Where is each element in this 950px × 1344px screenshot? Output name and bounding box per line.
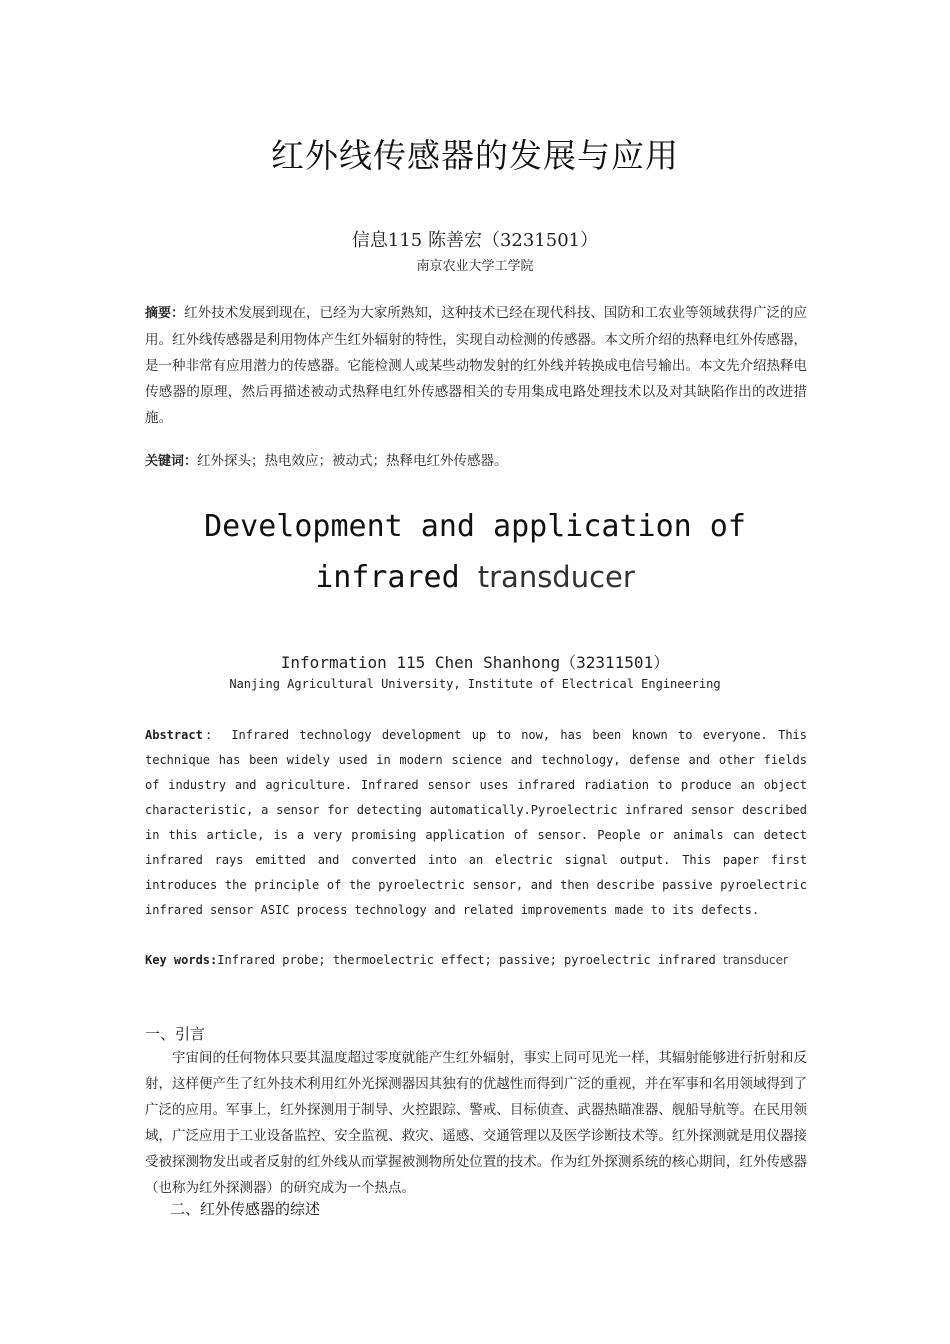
chinese-abstract — [145, 300, 807, 431]
english-abstract-text: Infrared technology development up to now, has been known to everyone. This technique has been widely used in modern science and technology, defense and other fields of industry and agriculture. Infrared sensor uses infrared radiation to produce an object characteristic, a sensor for detecting automatically.Pyroelectric infrared sensor described in this article, is a very promising application of sensor. People or animals can detect infrared rays emitted and converted into an electric signal output. This paper first introduces the principle of the pyroelectric sensor, and then describe passive pyroelectric infrared sensor ASIC process technology and related improvements made to its defects. — [145, 728, 807, 917]
english-title — [0, 502, 950, 603]
english-title-word-transducer: transducer — [477, 560, 635, 594]
chinese-abstract-label: 摘要： — [145, 306, 185, 321]
english-keywords — [145, 950, 807, 970]
english-abstract — [145, 723, 807, 923]
chinese-title: 红外线传感器的发展与应用 — [271, 136, 679, 175]
section2-heading: 二、红外传感器的综述 — [170, 1200, 321, 1218]
english-title-line2 — [0, 552, 950, 603]
english-affiliation: Nanjing Agricultural University, Institute of Electrical Engineering — [229, 677, 721, 691]
english-title-word-infrared: infrared — [315, 560, 460, 595]
english-abstract-label: Abstract： — [145, 728, 221, 742]
english-title-line1: Development and application of — [204, 509, 746, 544]
chinese-authors: 信息115 陈善宏（3231501） — [351, 230, 599, 251]
english-keywords-label: Key words: — [145, 953, 218, 967]
section1-body: 宇宙间的任何物体只要其温度超过零度就能产生红外辐射，事实上同可见光一样，其辐射能够进行折射和反射，这样便产生了红外技术利用红外光探测器因其独有的优越性而得到广泛的重视，并在军事和名用领域得到了广泛的应用。军事上，红外探测用于制导、火控跟踪、警戒、目标侦查、武器热瞄准器、舰船导航等。在民用领域，广泛应用于工业设备监控、安全监视、救灾、遥感、交通管理以及医学诊断技术等。红外探测就是用仪器接受被探测物发出或者反射的红外线从而掌握被测物所处位置的技术。作为红外探测系统的核心期间，红外传感器（也称为红外探测器）的研究成为一个热点。 — [145, 1050, 807, 1196]
chinese-affiliation: 南京农业大学工学院 — [416, 259, 534, 274]
english-keywords-tail: transducer — [722, 953, 788, 967]
chinese-abstract-text: 红外技术发展到现在，已经为大家所熟知，这种技术已经在现代科技、国防和工农业等领域获得广泛的应用。红外线传感器是利用物体产生红外辐射的特性，实现自动检测的传感器。本文所介绍的热释电红外传感器，是一种非常有应用潜力的传感器。它能检测人或某些动物发射的红外线并转换成电信号输出。本文先介绍热释电传感器的原理，然后再描述被动式热释电红外传感器相关的专用集成电路处理技术以及对其缺陷作出的改进措施。 — [145, 305, 807, 426]
chinese-keywords-label: 关键词： — [145, 454, 198, 469]
chinese-keywords-text: 红外探头；热电效应；被动式；热释电红外传感器。 — [197, 453, 508, 469]
section1-heading: 一、引言 — [145, 1025, 206, 1043]
chinese-keywords — [145, 451, 807, 472]
english-authors: Information 115 Chen Shanhong（32311501） — [280, 653, 670, 672]
english-keywords-text: Infrared probe; thermoelectric effect; passive; pyroelectric infrared — [217, 953, 716, 967]
